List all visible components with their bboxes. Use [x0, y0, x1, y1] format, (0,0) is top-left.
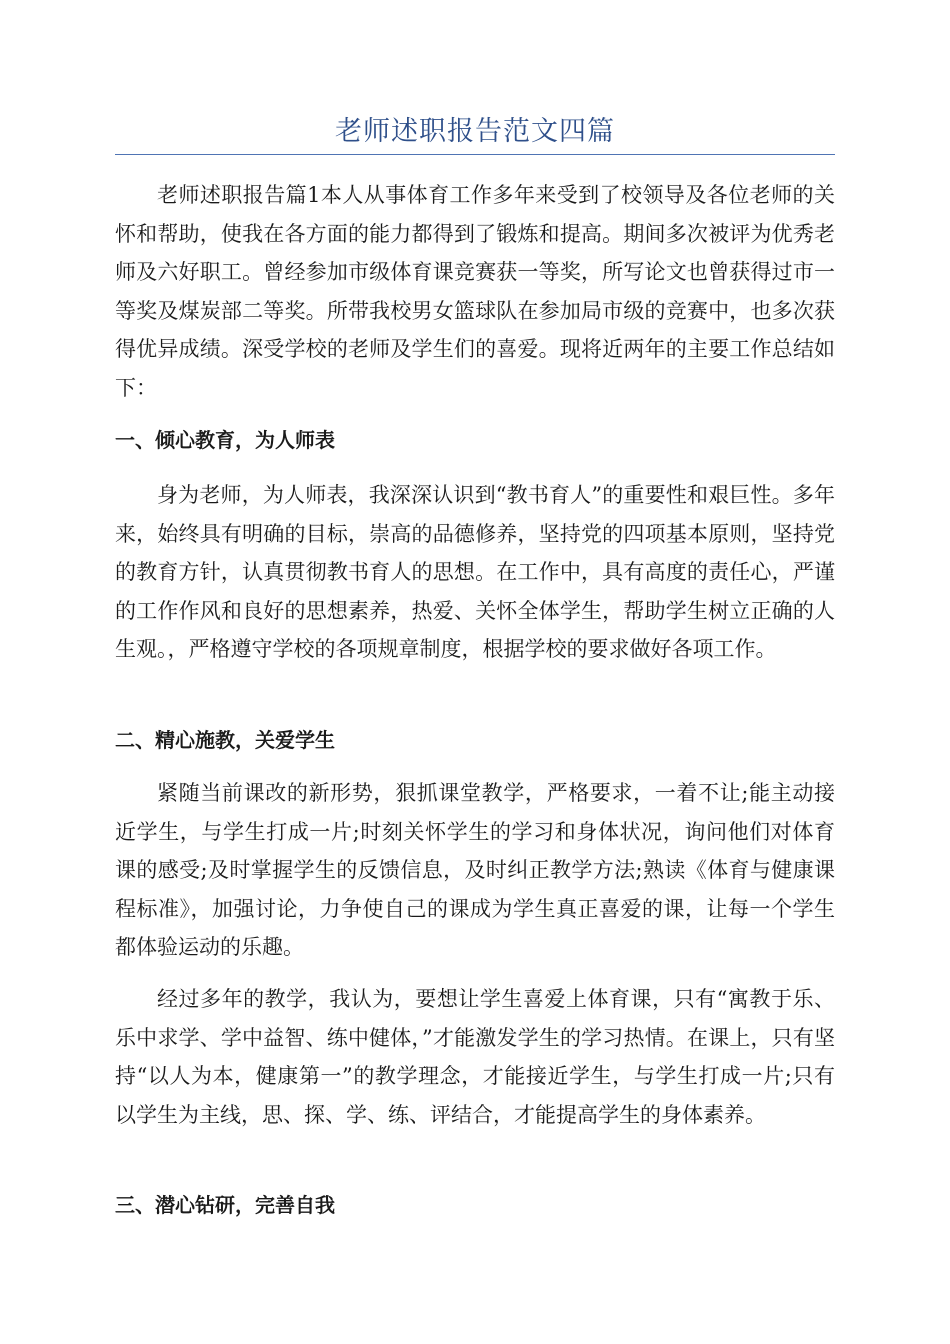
intro-paragraph: 老师述职报告篇1本人从事体育工作多年来受到了校领导及各位老师的关怀和帮助，使我在各方面的能力都得到了锻炼和提高。期间多次被评为优秀老师及六好职工。曾经参加市级体育课竞赛获一等奖，所写论文也曾获得过市一等奖及煤炭部二等奖。所带我校男女篮球队在参加局市级的竞赛中，也多次获得优异成绩。深受学校的老师及学生们的喜爱。现将近两年的主要工作总结如下： [115, 183, 835, 400]
section-heading-3: 三、潜心钻研，完善自我 [115, 1193, 335, 1217]
section-heading-1: 一、倾心教育，为人师表 [115, 428, 335, 452]
section-heading-2: 二、精心施教，关爱学生 [115, 728, 335, 752]
document-title: 老师述职报告范文四篇 [335, 116, 615, 147]
section-1-paragraph-1: 身为老师，为人师表，我深深认识到“教书育人”的重要性和艰巨性。多年来，始终具有明确的目标，崇高的品德修养，坚持党的四项基本原则，坚持党的教育方针，认真贯彻教书育人的思想。在工作中，具有高度的责任心，严谨的工作作风和良好的思想素养，热爱、关怀全体学生，帮助学生树立正确的人生观。，严格遵守学校的各项规章制度，根据学校的要求做好各项工作。 [115, 483, 835, 661]
section-2-paragraph-1: 紧随当前课改的新形势，狠抓课堂教学，严格要求，一着不让;能主动接近学生，与学生打成一片;时刻关怀学生的学习和身体状况，询问他们对体育课的感受;及时掌握学生的反馈信息，及时纠正教学方法;熟读《体育与健康课程标准》，加强讨论，力争使自己的课成为学生真正喜爱的课，让每一个学生都体验运动的乐趣。 [115, 781, 835, 959]
section-2-paragraph-2: 经过多年的教学，我认为，要想让学生喜爱上体育课，只有“寓教于乐、乐中求学、学中益智、练中健体，”才能激发学生的学习热情。在课上，只有坚持“以人为本，健康第一”的教学理念，才能接近学生，与学生打成一片;只有以学生为主线，思、探、学、练、评结合，才能提高学生的身体素养。 [115, 987, 835, 1127]
title-underline [115, 154, 835, 155]
